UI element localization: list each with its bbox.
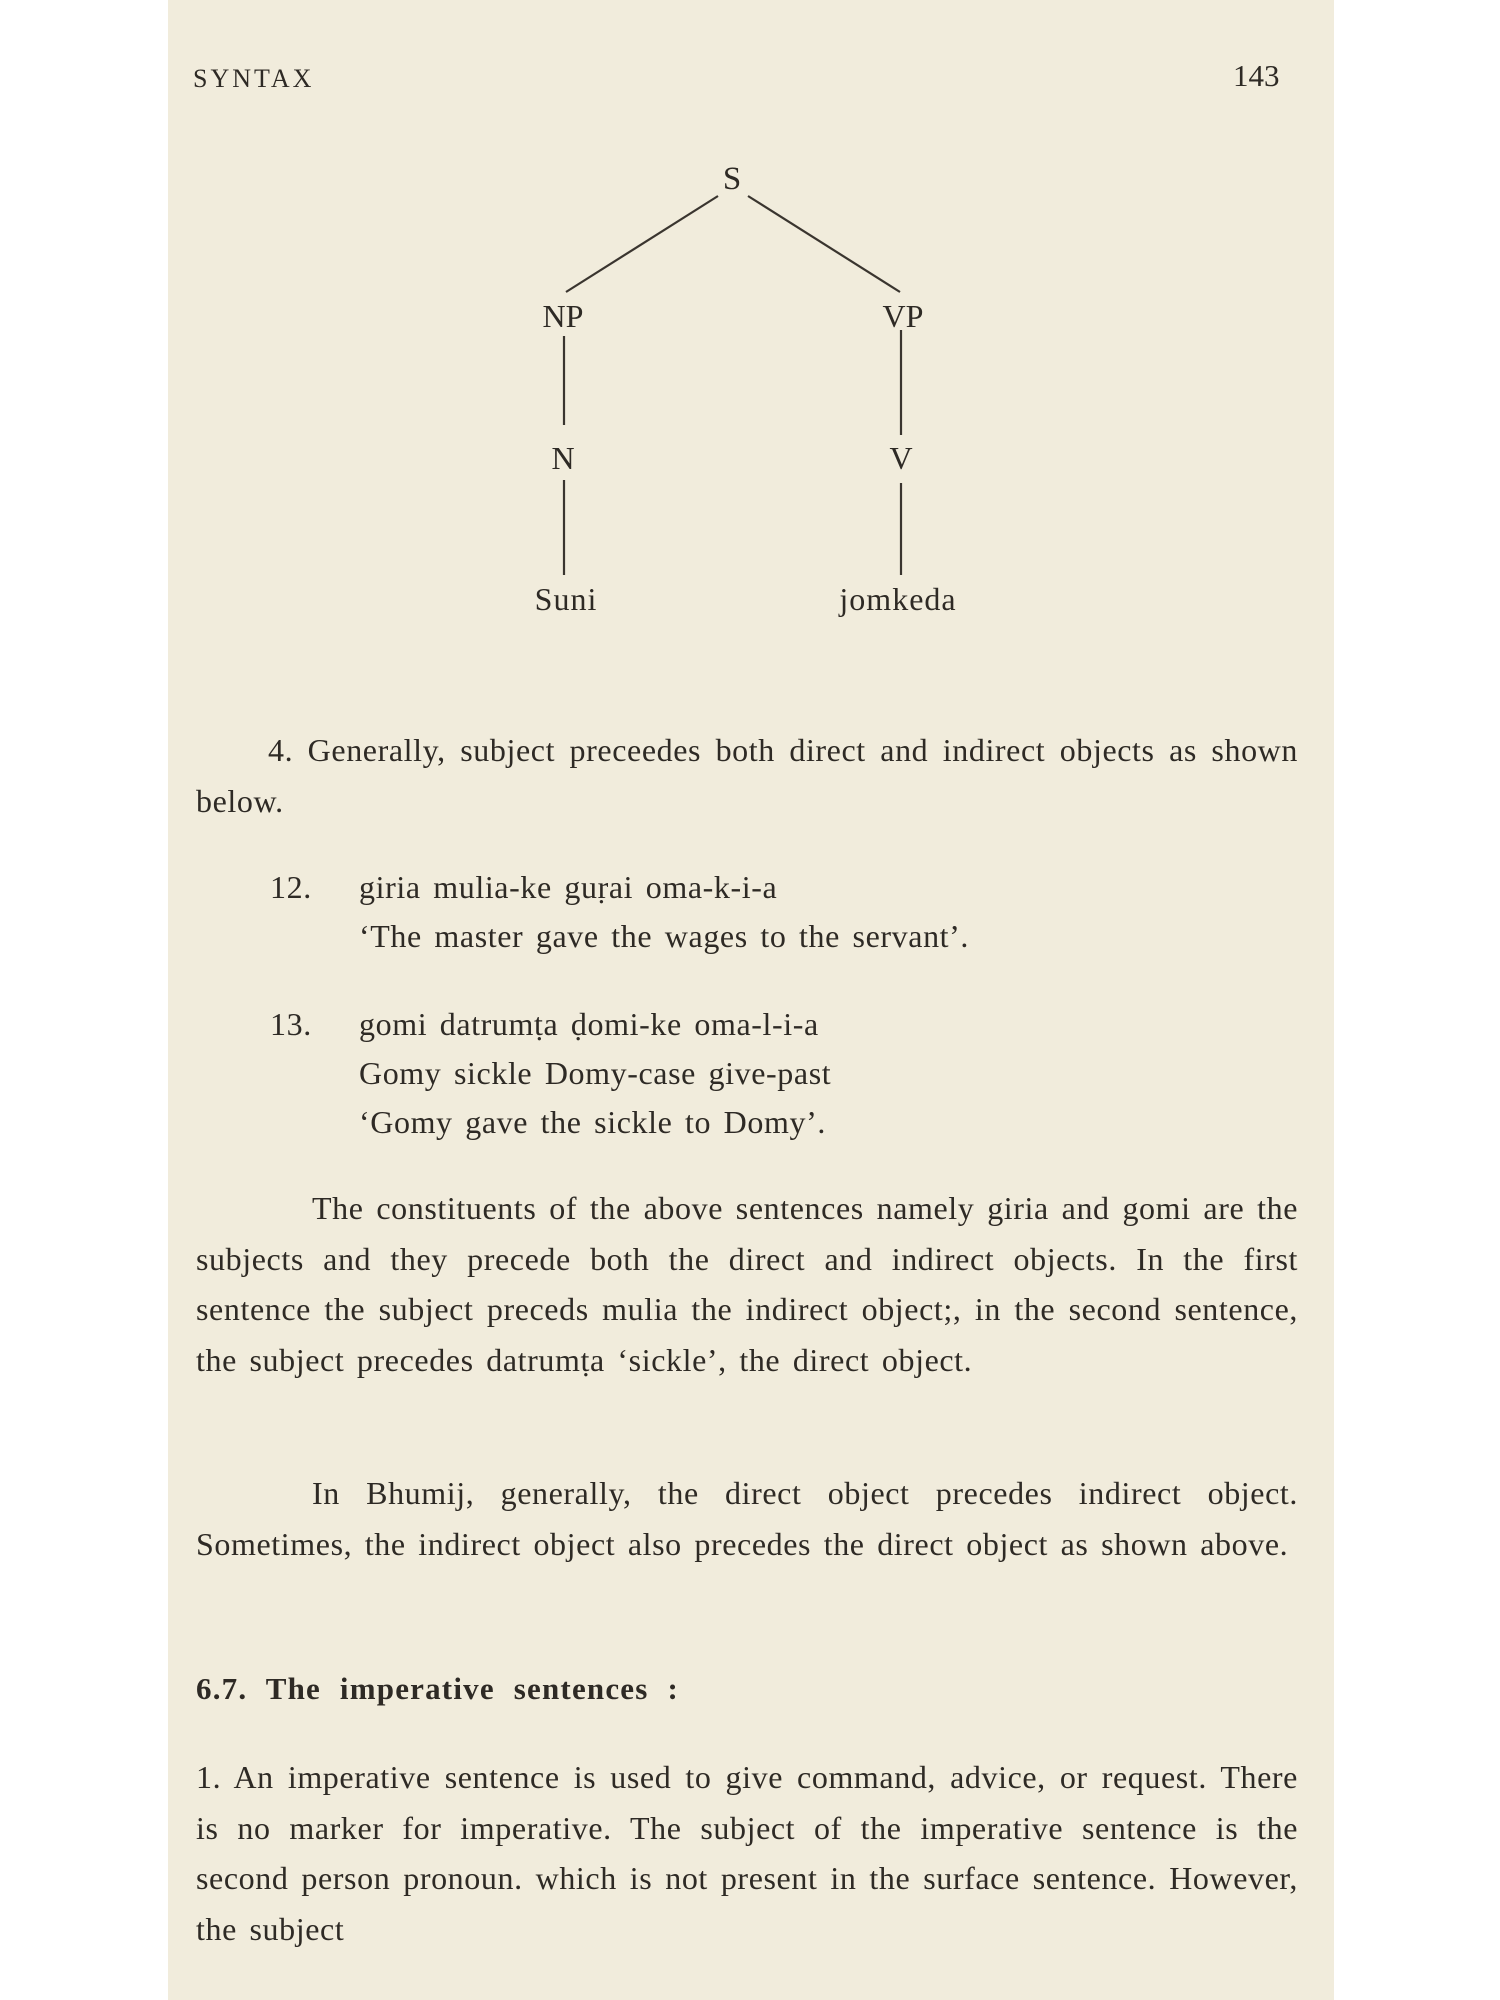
page-number: 143 [1233, 58, 1280, 93]
example-line: ‘Gomy gave the sickle to Domy’. [359, 1104, 826, 1140]
example-number: 12. [270, 869, 312, 905]
tree-leaf-jomkeda: jomkeda [839, 581, 957, 617]
tree-node-v: V [889, 440, 913, 476]
paragraph-imperative: 1. An imperative sentence is used to give command, advice, or request. There is no marker for imperative. The subject of the imperative sentence is the second person pronoun. which is not present in the surface sentence. However, the subject [196, 1759, 1298, 1947]
paragraph-point-4: 4. Generally, subject preceedes both direct and indirect objects as shown below. [196, 732, 1298, 819]
example-line: giria mulia-ke guṛai oma-k-i-a [359, 869, 778, 905]
tree-leaf-suni: Suni [534, 581, 598, 617]
section-heading: 6.7. The imperative sentences : [196, 1671, 680, 1706]
example-line: ‘The master gave the wages to the servant’. [359, 918, 970, 954]
paragraph-bhumij: In Bhumij, generally, the direct object precedes indirect object. Sometimes, the indirect object also precedes the direct object as shown above. [196, 1475, 1298, 1562]
tree-node-n: N [551, 440, 575, 476]
example-lines [359, 1000, 831, 1147]
example-line: gomi datrumṭa ḍomi-ke oma-l-i-a [359, 1006, 819, 1042]
tree-node-np: NP [542, 298, 584, 334]
example-lines [359, 863, 969, 961]
tree-node-vp: VP [882, 298, 924, 334]
example-line: Gomy sickle Domy-case give-past [359, 1055, 832, 1091]
tree-edge-s-np [566, 196, 718, 292]
paragraph-constituents: The constituents of the above sentences namely giria and gomi are the subjects and they precede both the direct and indirect objects. In the first sentence the subject preceds mulia the indirect object;, in the second sentence, the subject precedes datrumṭa ‘sickle’, the direct object. [196, 1190, 1298, 1378]
example-number: 13. [270, 1006, 312, 1042]
running-head: SYNTAX [193, 64, 315, 93]
tree-node-s: S [722, 161, 742, 197]
tree-edge-s-vp [748, 196, 900, 292]
